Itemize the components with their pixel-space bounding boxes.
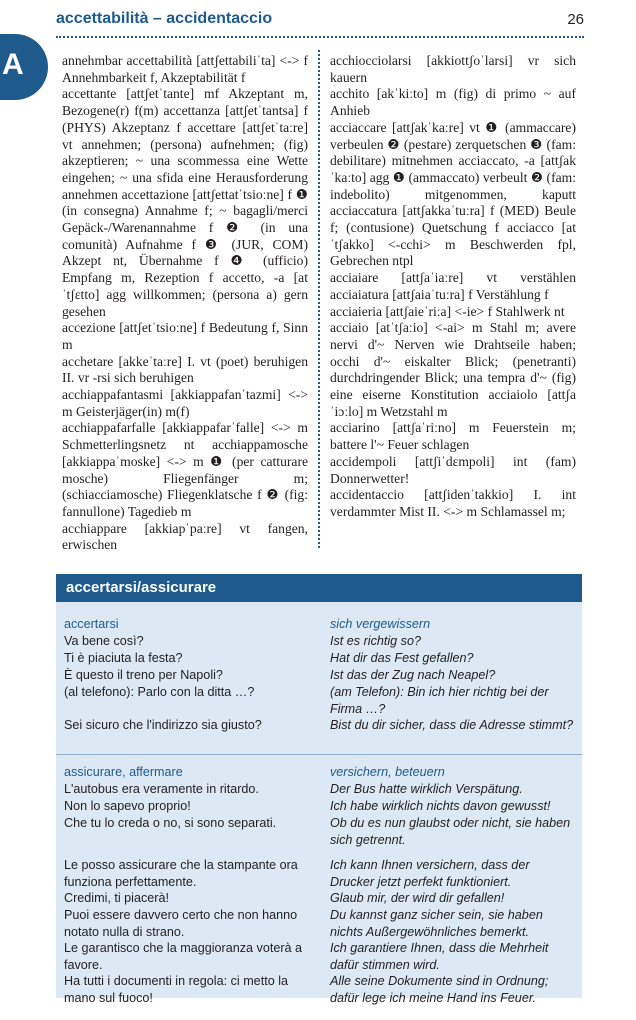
phrase-row <box>56 857 582 890</box>
phrase-german: Ist das der Zug nach Neapel? <box>330 668 496 682</box>
thumb-index-letter: A <box>2 48 24 81</box>
phrase-german: Hat dir das Fest gefallen? <box>330 651 474 665</box>
phrase-row <box>56 684 582 717</box>
dictionary-entry: acchiappafarfalle [akkiappafarˈfalle] <-> m Schmetterlingsnetz nt acchiappamosche [akkiappaˈmoske] <-> m ❶ (per catturare mosche) Fliegenfänger m; (schiacciamosche) Fliegenklatsche f ❷ (fig: fannullone) Tagedieb m <box>62 420 308 519</box>
right-column <box>330 53 576 521</box>
section-heading-italian: assicurare, affermare <box>64 765 183 779</box>
phrase-german: Ich garantiere Ihnen, dass die Mehrheit dafür stimmen wird. <box>330 941 549 972</box>
dictionary-entry: acchito [akˈkiːto] m (fig) di primo ~ auf Anhieb <box>330 86 576 119</box>
phrase-italian: L'autobus era veramente in ritardo. <box>64 782 259 796</box>
phrase-row <box>56 940 582 973</box>
phrase-german: Ich kann Ihnen versichern, dass der Drucker jetzt perfekt funktioniert. <box>330 858 530 889</box>
phrase-row <box>56 717 582 750</box>
phrase-italian: Le posso assicurare che la stampante ora funziona perfettamente. <box>64 858 298 889</box>
dictionary-entry: acchiappafantasmi [akkiappafanˈtazmi] <-> m Geisterjäger(in) m(f) <box>62 387 308 419</box>
left-column <box>62 53 308 554</box>
phrase-row <box>56 890 582 907</box>
phrase-italian: Ha tutti i documenti in regola: ci metto la mano sul fuoco! <box>64 974 288 1005</box>
dictionary-entry: acciaccare [attʃakˈkaːre] vt ❶ (ammaccare) verbeulen ❷ (pestare) zerquetschen ❸ (fam: debilitare) mitnehmen acciaccato, -a [attʃakˈkaːto] agg ❶ (ammaccato) verbeult ❷ (fam: indebolito) mitgenommen, kaputt acciaccatura [attʃakkaˈtuːra] f (MED) Beule f; (contusione) Quetschung f acciacco [atˈtʃakko] <-cchi> m Beschwerden fpl, Gebrechen ntpl <box>330 119 576 269</box>
dictionary-entry: acciaiare [attʃaˈiaːre] vt verstählen acciaiatura [attʃaiaˈtuːra] f Verstählung f <box>330 270 576 302</box>
header-divider <box>56 36 584 38</box>
phrase-row <box>56 650 582 667</box>
phrase-row <box>56 781 582 798</box>
phrase-german: (am Telefon): Bin ich hier richtig bei der Firma …? <box>330 685 549 716</box>
dictionary-entry: accidempoli [attʃiˈdɛmpoli] int (fam) Donnerwetter! <box>330 453 576 486</box>
dictionary-entry: acciarino [attʃaˈriːno] m Feuerstein m; battere l'~ Feuer schlagen <box>330 420 576 453</box>
phrase-section-accertarsi <box>56 616 582 750</box>
phrase-italian: È questo il treno per Napoli? <box>64 668 223 682</box>
phrase-box-title: accertarsi/assicurare <box>66 579 217 596</box>
phrase-italian: Ti è piaciuta la festa? <box>64 651 183 665</box>
phrase-italian: Va bene così? <box>64 634 144 648</box>
phrase-row <box>56 815 582 857</box>
dictionary-entry: annehmbar accettabilità [attʃettabiliˈta] <-> f Annehmbarkeit f, Akzeptabilität f <box>62 53 308 85</box>
page-number: 26 <box>567 11 584 28</box>
section-heading-german: sich vergewissern <box>330 617 431 631</box>
phrase-row <box>56 907 582 940</box>
phrase-row <box>56 798 582 815</box>
running-header <box>56 10 584 38</box>
section-heading-german: versichern, beteuern <box>330 765 445 779</box>
phrase-german: Glaub mir, der wird dir gefallen! <box>330 891 505 905</box>
phrase-row <box>56 667 582 684</box>
phrase-german: Bist du dir sicher, dass die Adresse stimmt? <box>330 718 574 732</box>
phrase-italian: Le garantisco che la maggioranza voterà a favore. <box>64 941 303 972</box>
dictionary-entry: acchiappare [akkiapˈpaːre] vt fangen, erwischen <box>62 520 308 553</box>
phrase-german: Du kannst ganz sicher sein, sie haben nichts Außergewöhnliches bemerkt. <box>330 908 543 939</box>
phrase-section-heading <box>56 616 582 633</box>
phrase-box-header <box>56 574 582 602</box>
running-header-title: accettabilità – accidentaccio <box>56 10 273 27</box>
phrase-box <box>56 574 582 1005</box>
phrase-section-assicurare <box>56 764 582 1006</box>
phrase-row <box>56 973 582 1006</box>
dictionary-entry: accezione [attʃetˈtsioːne] f Bedeutung f, Sinn m <box>62 320 308 352</box>
phrase-german: Der Bus hatte wirklich Verspätung. <box>330 782 523 796</box>
thumb-index-tab <box>0 34 48 100</box>
dictionary-entry: acchiocciolarsi [akkiottʃoˈlarsi] vr sich kauern <box>330 53 576 85</box>
phrase-row <box>56 633 582 650</box>
phrase-italian: Puoi essere davvero certo che non hanno notato nulla di strano. <box>64 908 298 939</box>
phrase-german: Ist es richtig so? <box>330 634 421 648</box>
dictionary-entry: acciaieria [attʃaieˈriːa] <-ie> f Stahlwerk nt <box>330 303 565 319</box>
phrase-german: Ich habe wirklich nichts davon gewusst! <box>330 799 551 813</box>
dictionary-entry: acciaio [atˈtʃaːio] <-ai> m Stahl m; avere nervi d'~ Nerven wie Drahtseile haben; occhi d'~ eiskalter Blick; (penetranti) durchdringender Blick; una tempra d'~ (fig) eine eiserne Konstitution acciaiolo [attʃaˈiɔːlo] m Wetzstahl m <box>330 320 576 419</box>
phrase-italian: (al telefono): Parlo con la ditta …? <box>64 685 255 699</box>
phrase-italian: Sei sicuro che l'indirizzo sia giusto? <box>64 718 262 732</box>
phrase-italian: Che tu lo creda o no, si sono separati. <box>64 816 277 830</box>
dictionary-entry: accettante [attʃetˈtante] mf Akzeptant m, Bezogene(r) f(m) accettanza [attʃetˈtantsa] f (PHYS) Akzeptanz f accettare [attʃetˈtaːre] vt annehmen; (persona) aufnehmen; (fig) akzeptieren; ~ una scommessa eine Wette eingehen; ~ una sfida eine Herausforderung annehmen accettazione [attʃettatˈtsioːne] f ❶ (in consegna) Annahme f; ~ bagagli/merci Gepäck-/Warenannahme f ❷ (in una comunità) Aufnahme f ❸ (JUR, COM) Akzept nt, Übernahme f ❹ (ufficio) Empfang m, Rezeption f accetto, -a [atˈtʃɛtto] agg willkommen; (persona a) gern gesehen <box>62 86 308 319</box>
phrase-german: Ob du es nun glaubst oder nicht, sie haben sich getrennt. <box>330 816 571 847</box>
phrase-italian: Credimi, ti piacerà! <box>64 891 169 905</box>
dictionary-entry: acchetare [akkeˈtaːre] I. vt (poet) beruhigen II. vr -rsi sich beruhigen <box>62 353 308 386</box>
phrase-italian: Non lo sapevo proprio! <box>64 799 191 813</box>
dictionary-entry: accidentaccio [attʃidenˈtakkio] I. int verdammter Mist II. <-> m Schlamassel m; <box>330 487 576 519</box>
phrase-section-heading <box>56 764 582 781</box>
section-heading-italian: accertarsi <box>64 617 119 631</box>
column-divider <box>318 50 320 548</box>
phrase-german: Alle seine Dokumente sind in Ordnung; dafür lege ich meine Hand ins Feuer. <box>330 974 549 1005</box>
phrase-section-divider <box>56 754 582 755</box>
